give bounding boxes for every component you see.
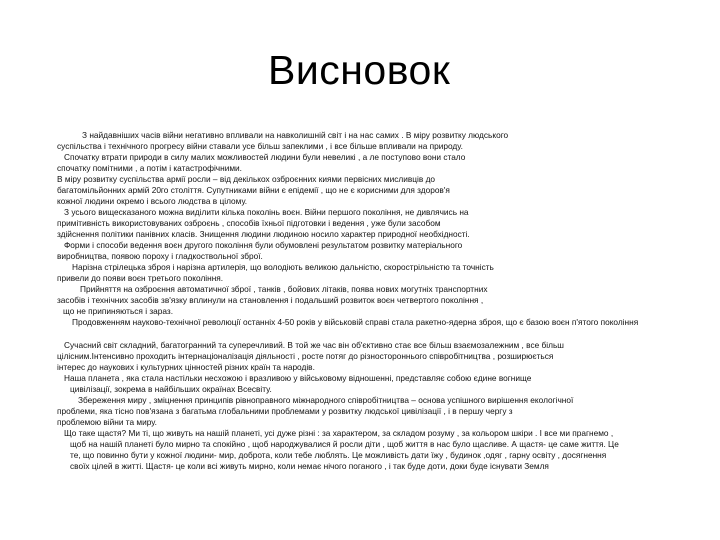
text-line: суспільства і технічного прогресу війни ставали усе більш запеклими , і все більше впливали на природу. [57, 141, 463, 151]
text-line: Збереження миру , зміцнення принципів рівноправного міжнародного співробітництва – основа успішного вирішення екологічної [78, 395, 574, 405]
text-line: проблеми, яка тісно пов'язана з багатьма глобальними проблемами у розвитку людської цивілізації , і в першу чергу з [57, 406, 513, 416]
text-line: Продовженням науково-технічної революції останніх 4-50 років у військовій справі стала ракетно-ядерна зброя, що є базою воєн п'ятого покоління [72, 317, 639, 327]
text-line: Нарізна стрілецька зброя і нарізна артилерія, що володіють великою дальністю, скорострільністю та точність [72, 262, 494, 272]
text-line: інтерес до наукових і культурних цінностей різних країн та народів. [57, 362, 315, 372]
text-line: Наша планета , яка стала настільки несхожою і вразливою у військовому відношенні, представляє собою єдине вогнище [64, 373, 532, 383]
text-line: Форми і способи ведення воєн другого покоління були обумовлені результатом розвитку матеріального [64, 240, 463, 250]
text-line: Прийняття на озброєння автоматичної зброї , танків , бойових літаків, поява нових могутніх транспортних [80, 284, 488, 294]
text-line: Спочатку втрати природи в силу малих можливостей людини були невеликі , а ле поступово вони стало [64, 152, 466, 162]
text-line: цілісним.Інтенсивно проходить інтернаціоналізація діяльності , росте потяг до різностороннього співробітництва , розширюється [57, 351, 554, 361]
text-line: проблемою війни та миру. [57, 417, 157, 427]
text-line: багатомільйонних армій 20го століття. Супутниками війни є епідемії , що не є корисними для здоров'я [57, 185, 450, 195]
text-line: кожної людини окремо і всього людства в цілому. [57, 196, 248, 206]
text-line: Що таке щастя? Ми ті, що живуть на нашій планеті, усі дуже різні : за характером, за складом розуму , за кольором шкіри . І все ми прагнемо , [64, 428, 614, 438]
text-line: засобів і технічних засобів зв'язку вплинули на становлення і подальший розвиток воєн четвертого покоління , [57, 295, 484, 305]
text-line: те, що повинно бути у кожної людини- мир, доброта, коли тебе люблять. Це можливість дати їжу , будинок ,одяг , гарну освіту , досягнення [70, 450, 607, 460]
text-line: привели до появи воєн третього покоління. [57, 273, 224, 283]
text-line: що не припиняються і зараз. [63, 306, 174, 316]
text-line: примітивність використовуваних озброєнь , способів їхньої підготовки і ведення , уже були засобом [57, 218, 441, 228]
text-line: своїх цілей в житті. Щастя- це коли всі живуть мирно, коли немає нічого поганого , і так буде доти, доки буде існувати Земля [70, 461, 549, 471]
text-line: щоб на нашій планеті було мирно та спокійно , щоб народжувалися й росли діти , щоб життя в нас було щасливе. А щастя- це саме життя. Це [70, 439, 619, 449]
text-line: В міру розвитку суспільства армії росли – від декількох озброєнних киями первісних мисливців до [57, 174, 436, 184]
text-line: здійснення політики панівних класів. Знищення людини людиною носило характер природної необхідності. [57, 229, 470, 239]
text-line: З усього вищесказаного можна виділити кілька поколінь воєн. Війни першого покоління, не дивлячись на [64, 207, 469, 217]
text-line: виробництва, появою пороху і гладкоствольної зброї. [57, 251, 263, 261]
text-line: З найдавніших часів війни негативно впливали на навколишній світ і на нас самих . В міру розвитку людського [82, 130, 509, 140]
text-line: цивілізації, зокрема в найбільших окраїнах Всесвіту. [70, 384, 272, 394]
text-line: спочатку помітними , а потім і катастрофічними. [57, 163, 242, 173]
slide-title: Висновок [268, 47, 451, 93]
text-line: Сучасний світ складний, багатогранний та суперечливий. В той же час він об'єктивно стає все більш взаємозалежним , все більш [64, 340, 564, 350]
